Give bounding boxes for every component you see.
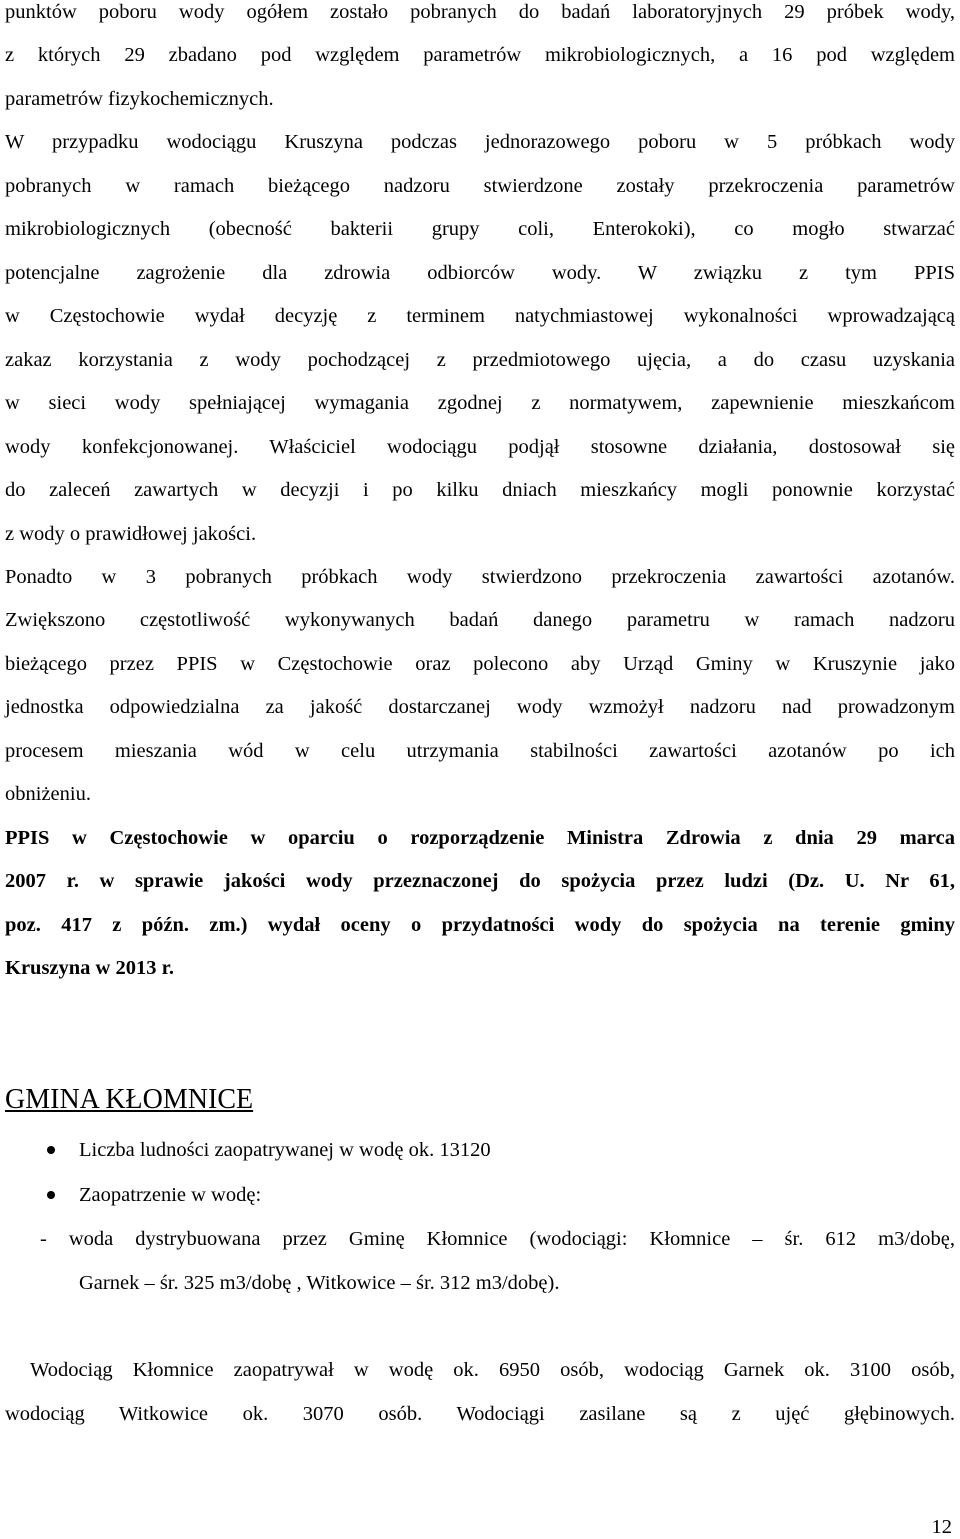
text-line: mikrobiologicznych (obecność bakterii grupy coli, Enterokoki), co mogło stwarzać: [5, 218, 955, 240]
bold-text-line: 2007 r. w sprawie jakości wody przeznaczonej do spożycia przez ludzi (Dz. U. Nr 61,: [5, 870, 955, 892]
bold-text-line: poz. 417 z późn. zm.) wydał oceny o przydatności wody do spożycia na terenie gminy: [5, 914, 955, 936]
bold-text-line: PPIS w Częstochowie w oparciu o rozporządzenie Ministra Zdrowia z dnia 29 marca: [5, 827, 955, 849]
text-line: wody konfekcjonowanej. Właściciel wodociągu podjął stosowne działania, dostosował się: [5, 436, 955, 458]
section-heading: GMINA KŁOMNICE: [5, 1084, 254, 1115]
text-line: w sieci wody spełniającej wymagania zgodnej z normatywem, zapewnienie mieszkańcom: [5, 392, 955, 414]
bullet-icon: [47, 1146, 55, 1154]
text-line: Zwiększono częstotliwość wykonywanych badań danego parametru w ramach nadzoru: [5, 609, 955, 631]
text-line: potencjalne zagrożenie dla zdrowia odbiorców wody. W związku z tym PPIS: [5, 262, 955, 284]
text-line: z których 29 zbadano pod względem parametrów mikrobiologicznych, a 16 pod względem: [5, 44, 955, 66]
text-line: W przypadku wodociągu Kruszyna podczas jednorazowego poboru w 5 próbkach wody: [5, 131, 955, 153]
bullet-icon: [47, 1191, 55, 1199]
text-line: jednostka odpowiedzialna za jakość dostarczanej wody wzmożył nadzoru nad prowadzonym: [5, 696, 955, 718]
bold-text-line: Kruszyna w 2013 r.: [5, 957, 174, 979]
text-line: parametrów fizykochemicznych.: [5, 88, 274, 110]
text-line: wodociąg Witkowice ok. 3070 osób. Wodociągi zasilane są z ujęć głębinowych.: [5, 1403, 955, 1425]
bullet-item: Zaopatrzenie w wodę:: [79, 1184, 262, 1206]
text-line: procesem mieszania wód w celu utrzymania stabilności zawartości azotanów po ich: [5, 740, 955, 762]
text-line: punktów poboru wody ogółem zostało pobranych do badań laboratoryjnych 29 próbek wody,: [5, 1, 955, 23]
text-line: Wodociąg Kłomnice zaopatrywał w wodę ok. 6950 osób, wodociąg Garnek ok. 3100 osób,: [30, 1359, 955, 1381]
text-line: do zaleceń zawartych w decyzji i po kilku dniach mieszkańcy mogli ponownie korzystać: [5, 479, 955, 501]
page-number: 12: [931, 1516, 952, 1538]
text-line: z wody o prawidłowej jakości.: [5, 523, 257, 545]
text-line: Ponadto w 3 pobranych próbkach wody stwierdzono przekroczenia zawartości azotanów.: [5, 566, 955, 588]
supply-line: Garnek – śr. 325 m3/dobę , Witkowice – śr. 312 m3/dobę).: [79, 1272, 560, 1294]
text-line: w Częstochowie wydał decyzję z terminem natychmiastowej wykonalności wprowadzającą: [5, 305, 955, 327]
bullet-item: Liczba ludności zaopatrywanej w wodę ok. 13120: [79, 1139, 491, 1161]
text-line: bieżącego przez PPIS w Częstochowie oraz polecono aby Urząd Gminy w Kruszynie jako: [5, 653, 955, 675]
supply-line: - woda dystrybuowana przez Gminę Kłomnice (wodociągi: Kłomnice – śr. 612 m3/dobę,: [40, 1228, 955, 1250]
text-line: pobranych w ramach bieżącego nadzoru stwierdzone zostały przekroczenia parametrów: [5, 175, 955, 197]
text-line: obniżeniu.: [5, 783, 91, 805]
text-line: zakaz korzystania z wody pochodzącej z przedmiotowego ujęcia, a do czasu uzyskania: [5, 349, 955, 371]
